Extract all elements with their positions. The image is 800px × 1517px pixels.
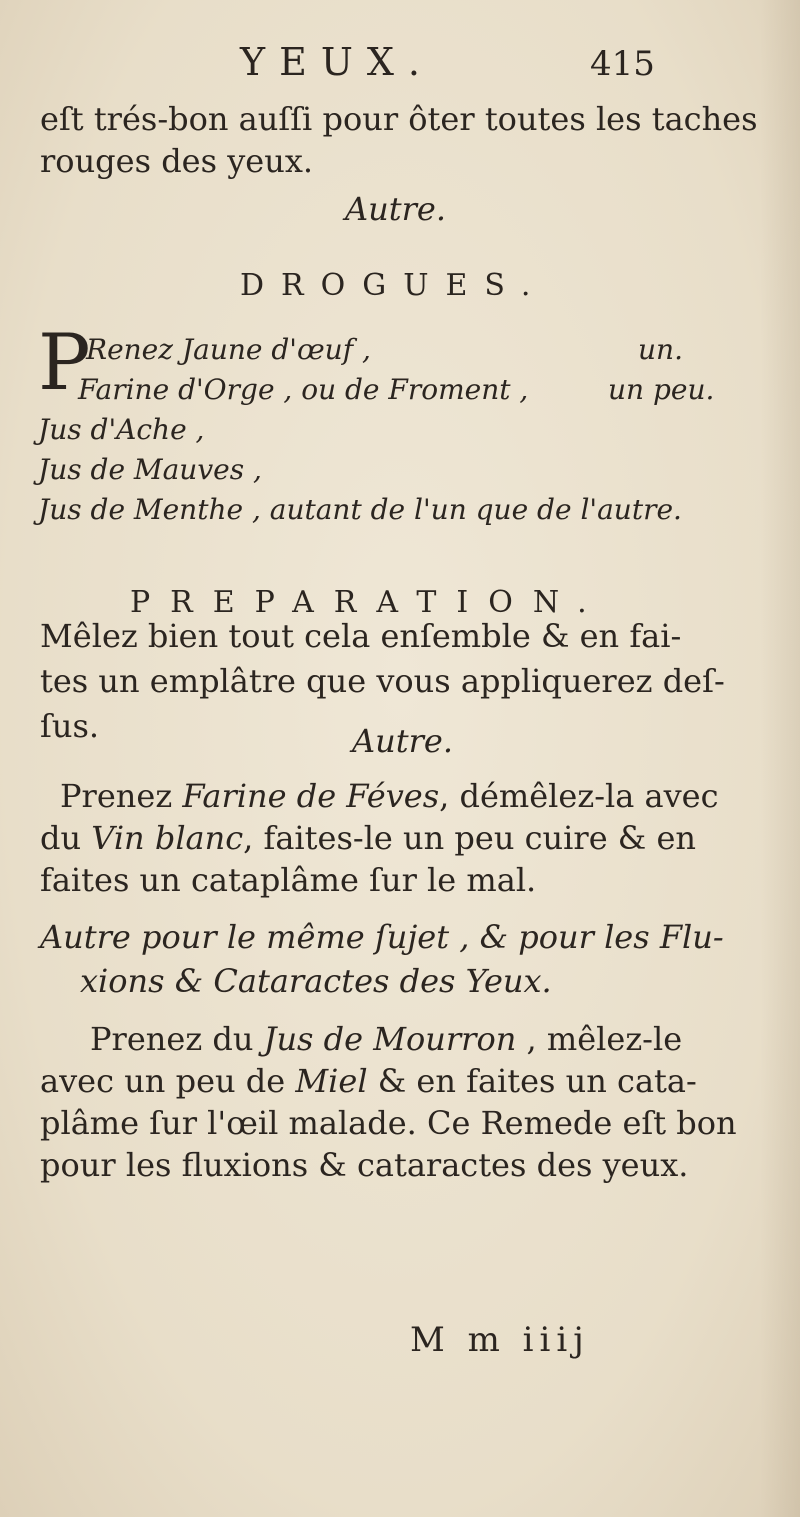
ingredient-name: Jus d'Ache , <box>38 413 205 446</box>
ingredient-name: Renez Jaune d'œuf , <box>86 333 371 366</box>
text-line: Mêlez bien tout cela enſemble & en fai- <box>40 617 682 655</box>
text-line: ſus. <box>40 707 100 745</box>
text-span: , mêlez-le <box>516 1020 683 1058</box>
text-line: faites un cataplâme ſur le mal. <box>40 861 537 899</box>
drogues-heading: DROGUES. <box>240 268 548 303</box>
ingredient-name: Farine d'Orge , ou de Froment , <box>78 373 529 406</box>
heading-line: xions & Cataractes des Yeux. <box>80 962 552 1000</box>
paragraph-mourron <box>40 1018 737 1186</box>
text-span: Prenez <box>60 777 183 815</box>
section-heading-autre: Autre. <box>345 190 446 228</box>
signature-mark: M m iiij <box>410 1320 590 1360</box>
text-line <box>40 1018 720 1060</box>
ingredient-quantity: un peu. <box>608 373 715 406</box>
text-line: rouges des yeux. <box>40 142 314 180</box>
text-line: plâme ſur l'œil malade. Ce Remede eſt bon <box>40 1104 737 1142</box>
page-header <box>240 40 700 90</box>
text-line <box>40 817 720 859</box>
ingredient-row <box>38 370 728 410</box>
text-span: avec un peu de <box>40 1062 296 1100</box>
italic-term: Vin blanc <box>91 819 244 857</box>
running-title: YEUX. <box>240 40 434 84</box>
italic-term: Miel <box>295 1062 368 1100</box>
text-line: pour les fluxions & cataractes des yeux. <box>40 1146 689 1184</box>
italic-term: Jus de Mourron <box>263 1020 517 1058</box>
page-number: 415 <box>590 44 655 84</box>
text-line <box>40 1060 720 1102</box>
preparation-heading: PREPARATION. <box>130 585 607 620</box>
ingredient-row <box>38 490 728 530</box>
page-edge-shadow <box>760 0 800 1517</box>
ingredient-row <box>38 410 728 450</box>
text-span: & en faites un cata- <box>367 1062 697 1100</box>
text-span: du <box>40 819 92 857</box>
text-span: Prenez du <box>90 1020 264 1058</box>
paragraph-feves <box>40 775 720 901</box>
ingredient-name: Jus de Menthe , autant de l'un que de l'autre. <box>38 493 682 526</box>
section-heading-autre-fluxions <box>40 915 724 1003</box>
paragraph-continuation <box>40 98 758 182</box>
ingredient-quantity: un. <box>638 333 683 366</box>
italic-term: Farine de Féves <box>182 777 440 815</box>
ingredient-name: Jus de Mauves , <box>38 453 262 486</box>
text-span: , faites-le un peu cuire & en <box>243 819 696 857</box>
text-line: tes un emplâtre que vous appliquerez deſ- <box>40 662 725 700</box>
text-line <box>40 775 720 817</box>
heading-line: Autre pour le même ſujet , & pour les Flu- <box>40 918 724 956</box>
drop-cap: P <box>38 318 91 408</box>
text-line: eſt trés-bon auſſi pour ôter toutes les taches <box>40 100 758 138</box>
ingredient-list <box>38 318 728 530</box>
section-heading-autre: Autre. <box>352 722 453 760</box>
ingredient-row <box>38 450 728 490</box>
text-span: , démêlez-la avec <box>439 777 719 815</box>
